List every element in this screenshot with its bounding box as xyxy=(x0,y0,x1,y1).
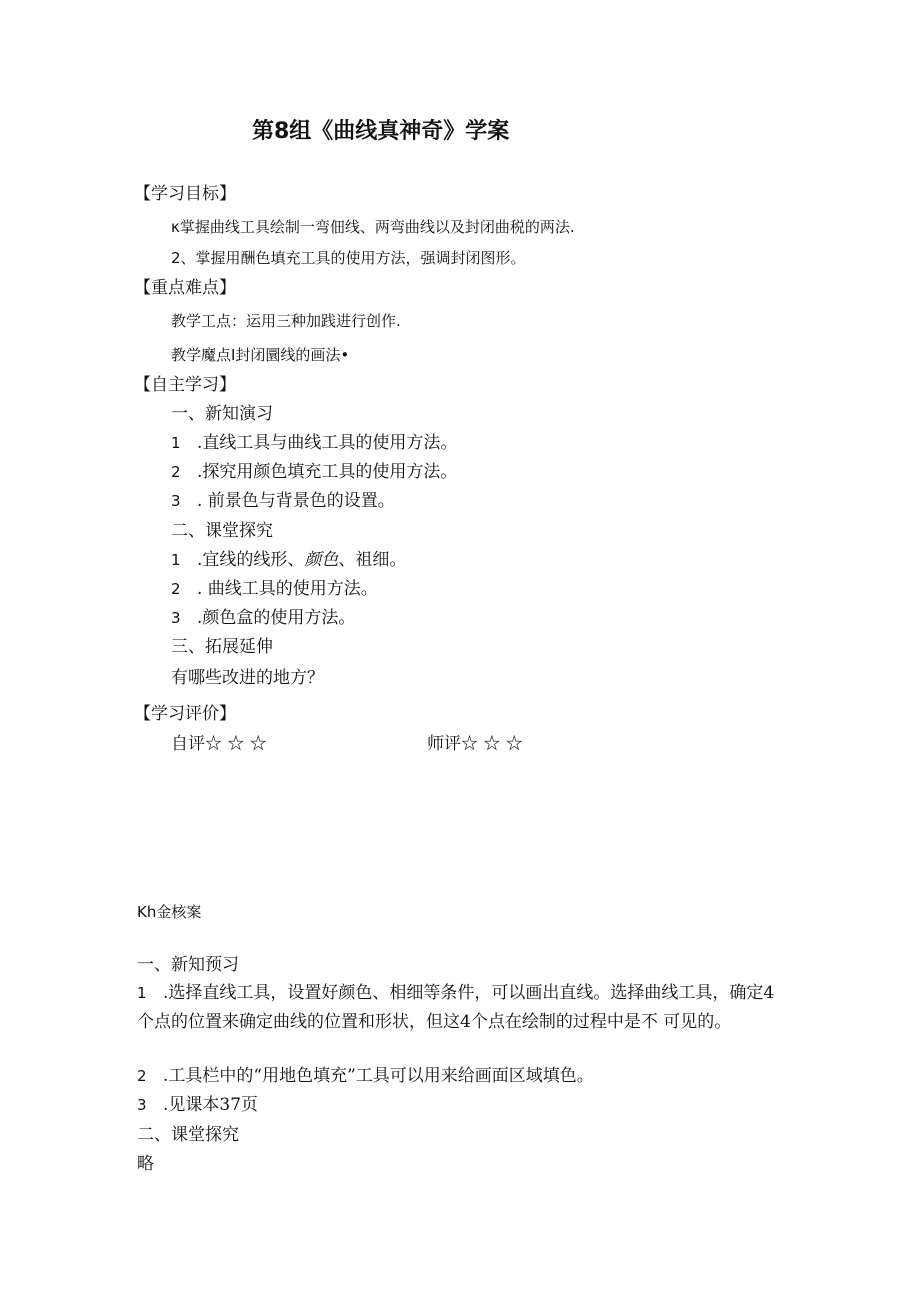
item-text: .见课本37页 xyxy=(163,1095,259,1115)
item-text: .选择直线工具，设置好颜色、相细等条件，可以画出直线。选择曲线工具，确定4个点的位置来确定曲线的位置和形状，但这4个点在绘制的过程中是不 可见的。 xyxy=(137,983,775,1032)
evaluation-heading: 【学习评价】 xyxy=(134,704,236,724)
item-text: .宜线的线形、 xyxy=(197,550,305,570)
key-point-1: 教学工点：运用三种加践进行创作. xyxy=(171,312,401,330)
answer-section1-title: 一、新知预习 xyxy=(137,955,239,975)
item-text: . 前景色与背景色的设置。 xyxy=(197,491,395,511)
item-number: 3 xyxy=(171,609,181,627)
item-number: 1 xyxy=(171,551,181,569)
answer-item-3 xyxy=(137,1094,258,1116)
section1-item-3 xyxy=(171,490,395,512)
section2-item-3 xyxy=(171,607,355,629)
study-goals-heading: 【学习目标】 xyxy=(134,184,236,204)
item-number: 2 xyxy=(171,463,181,481)
teacher-eval-stars: ☆ ☆ ☆ xyxy=(461,734,523,754)
answer-item-1 xyxy=(137,979,787,1037)
answer-section2-text: 略 xyxy=(137,1154,154,1174)
section3-question: 有哪些改进的地方？ xyxy=(171,668,324,688)
answer-section2-title: 二、课堂探究 xyxy=(137,1125,239,1145)
section1-item-2 xyxy=(171,461,457,483)
section2-item-1 xyxy=(171,549,406,571)
teacher-evaluation xyxy=(427,733,523,755)
item-text: . 曲线工具的使用方法。 xyxy=(197,579,378,599)
key-points-heading: 【重点难点】 xyxy=(134,278,236,298)
self-eval-label: 自评 xyxy=(171,734,205,754)
item-text: .直线工具与曲线工具的使用方法。 xyxy=(197,433,458,453)
study-goal-2: 2、掌握用酬色填充工具的使用方法，强调封闭图形。 xyxy=(171,249,526,267)
item-text: .颜色盒的使用方法。 xyxy=(197,608,356,628)
item-number: 2 xyxy=(137,1067,147,1085)
key-point-2: 教学魔点I封闭圜线的画法• xyxy=(171,346,350,364)
page-title: 第8组《曲线真神奇》学案 xyxy=(252,119,510,144)
section3-title: 三、拓展延伸 xyxy=(171,637,273,657)
self-evaluation xyxy=(171,733,267,755)
item-number: 1 xyxy=(171,434,181,452)
section1-title: 一、新知演习 xyxy=(171,404,273,424)
section2-title: 二、课堂探究 xyxy=(171,521,273,541)
item-text: .探究用颜色填充工具的使用方法。 xyxy=(197,462,458,482)
item-number: 2 xyxy=(171,580,181,598)
item-number: 3 xyxy=(137,1096,147,1114)
answer-key-title: Kh金核案 xyxy=(137,903,202,921)
self-eval-stars: ☆ ☆ ☆ xyxy=(205,734,267,754)
section2-item-2 xyxy=(171,578,378,600)
item-number: 1 xyxy=(137,984,147,1002)
self-study-heading: 【自主学习】 xyxy=(134,375,236,395)
study-goal-1: κ掌握曲线工具绘制一弯佃线、两弯曲线以及封闭曲税的两法. xyxy=(171,218,575,236)
item-text: .工具栏中的“用地色填充”工具可以用来给画面区域填色。 xyxy=(163,1066,594,1086)
item-text-italic: 颜色 xyxy=(304,550,339,570)
section1-item-1 xyxy=(171,432,457,454)
answer-item-2 xyxy=(137,1065,594,1087)
item-text-end: 、祖细。 xyxy=(338,550,407,570)
teacher-eval-label: 师评 xyxy=(427,734,461,754)
item-number: 3 xyxy=(171,492,181,510)
